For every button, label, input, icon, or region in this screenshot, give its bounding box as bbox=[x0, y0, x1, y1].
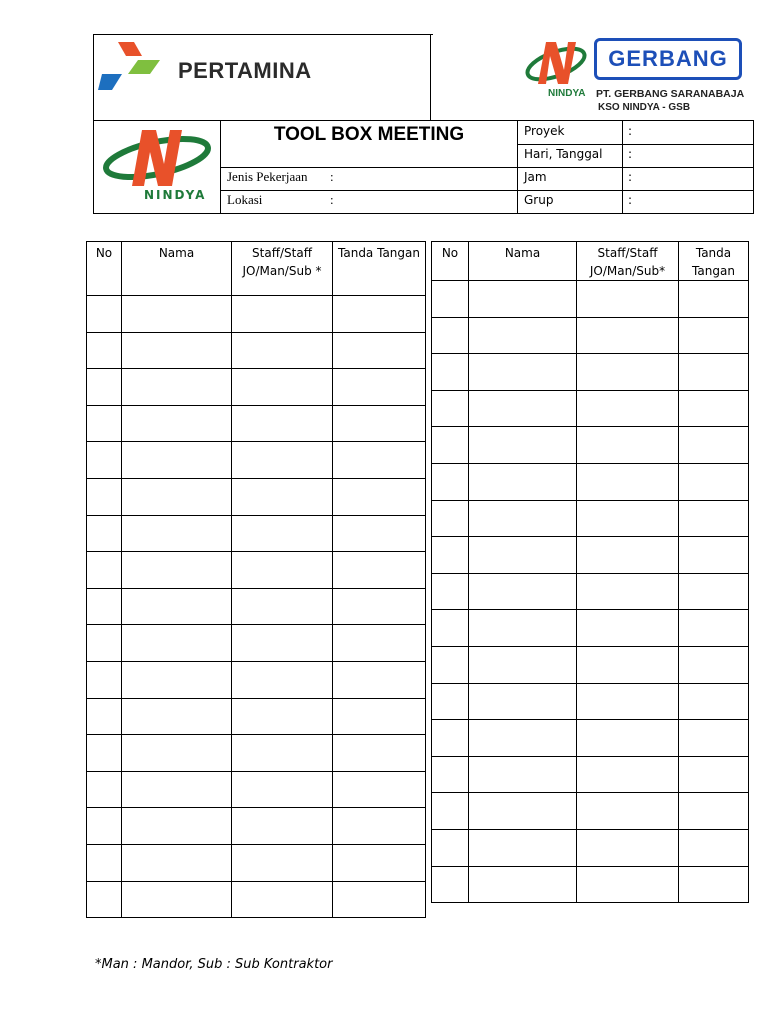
cell-tanda-tangan[interactable] bbox=[679, 793, 749, 830]
gerbang-logo bbox=[522, 34, 752, 118]
cell-nama[interactable] bbox=[469, 390, 577, 427]
table-row bbox=[432, 463, 749, 500]
cell-nama[interactable] bbox=[122, 881, 232, 918]
cell-nama[interactable] bbox=[122, 296, 232, 333]
cell-staff[interactable] bbox=[577, 866, 679, 903]
table-row bbox=[87, 661, 426, 698]
cell-staff[interactable] bbox=[577, 281, 679, 318]
cell-nama[interactable] bbox=[122, 332, 232, 369]
cell-staff[interactable] bbox=[577, 829, 679, 866]
table-header-row bbox=[432, 242, 749, 281]
cell-tanda-tangan[interactable] bbox=[333, 881, 426, 918]
cell-tanda-tangan[interactable] bbox=[679, 537, 749, 574]
cell-nama[interactable] bbox=[469, 683, 577, 720]
table-row bbox=[432, 866, 749, 903]
cell-nama[interactable] bbox=[122, 478, 232, 515]
cell-staff[interactable] bbox=[232, 625, 333, 662]
cell-tanda-tangan[interactable] bbox=[333, 478, 426, 515]
gerbang-logo-text: GERBANG bbox=[594, 38, 742, 80]
cell-staff[interactable] bbox=[577, 390, 679, 427]
table-row bbox=[432, 646, 749, 683]
cell-nama[interactable] bbox=[469, 793, 577, 830]
table-row bbox=[87, 515, 426, 552]
table-row bbox=[432, 537, 749, 574]
cell-staff[interactable] bbox=[232, 844, 333, 881]
table-row bbox=[87, 442, 426, 479]
cell-staff[interactable] bbox=[232, 296, 333, 333]
cell-tanda-tangan[interactable] bbox=[333, 844, 426, 881]
cell-tanda-tangan[interactable] bbox=[333, 442, 426, 479]
cell-nama[interactable] bbox=[122, 552, 232, 589]
pertamina-logo bbox=[98, 38, 333, 98]
cell-tanda-tangan[interactable] bbox=[333, 369, 426, 406]
nindya-logo-icon bbox=[102, 124, 212, 188]
cell-tanda-tangan[interactable] bbox=[333, 698, 426, 735]
cell-tanda-tangan[interactable] bbox=[333, 515, 426, 552]
table-row bbox=[432, 354, 749, 391]
info-value-jam[interactable]: : bbox=[628, 170, 633, 184]
cell-staff[interactable] bbox=[232, 881, 333, 918]
cell-nama[interactable] bbox=[469, 756, 577, 793]
nindya-logo-text: NINDYA bbox=[144, 188, 207, 202]
jenis-pekerjaan-label: Jenis Pekerjaan bbox=[227, 169, 308, 184]
footnote: *Man : Mandor, Sub : Sub Kontraktor bbox=[95, 957, 333, 972]
table-row bbox=[87, 808, 426, 845]
cell-nama[interactable] bbox=[469, 646, 577, 683]
cell-no[interactable] bbox=[432, 610, 469, 647]
table-row bbox=[87, 405, 426, 442]
cell-nama[interactable] bbox=[122, 771, 232, 808]
cell-tanda-tangan[interactable] bbox=[679, 573, 749, 610]
cell-no[interactable] bbox=[87, 808, 122, 845]
cell-no[interactable] bbox=[87, 515, 122, 552]
gerbang-company-name: PT. GERBANG SARANABAJA bbox=[596, 88, 745, 100]
header-nama: Nama bbox=[122, 242, 232, 296]
cell-tanda-tangan[interactable] bbox=[333, 771, 426, 808]
cell-nama[interactable] bbox=[469, 610, 577, 647]
table-row bbox=[432, 390, 749, 427]
cell-staff[interactable] bbox=[577, 573, 679, 610]
table-row bbox=[87, 552, 426, 589]
cell-staff[interactable] bbox=[577, 646, 679, 683]
table-row bbox=[432, 793, 749, 830]
cell-staff[interactable] bbox=[577, 427, 679, 464]
cell-tanda-tangan[interactable] bbox=[679, 281, 749, 318]
cell-no[interactable] bbox=[432, 317, 469, 354]
table-row bbox=[87, 698, 426, 735]
cell-no[interactable] bbox=[432, 793, 469, 830]
cell-no[interactable] bbox=[87, 442, 122, 479]
cell-staff[interactable] bbox=[232, 771, 333, 808]
table-row bbox=[87, 332, 426, 369]
cell-staff[interactable] bbox=[577, 756, 679, 793]
header-tanda-tangan: Tanda Tangan bbox=[333, 242, 426, 296]
cell-staff[interactable] bbox=[232, 808, 333, 845]
cell-nama[interactable] bbox=[122, 515, 232, 552]
gerbang-nindya-label: NINDYA bbox=[548, 88, 586, 99]
cell-tanda-tangan[interactable] bbox=[333, 405, 426, 442]
cell-no[interactable] bbox=[87, 661, 122, 698]
header-staff: Staff/Staff JO/Man/Sub* bbox=[577, 242, 679, 281]
cell-no[interactable] bbox=[432, 756, 469, 793]
cell-nama[interactable] bbox=[122, 698, 232, 735]
table-row bbox=[432, 720, 749, 757]
cell-staff[interactable] bbox=[232, 332, 333, 369]
cell-nama[interactable] bbox=[122, 808, 232, 845]
cell-no[interactable] bbox=[87, 478, 122, 515]
cell-no[interactable] bbox=[432, 573, 469, 610]
kso-label: KSO NINDYA - GSB bbox=[598, 102, 691, 113]
table-row bbox=[87, 296, 426, 333]
nindya-logo bbox=[100, 124, 215, 210]
attendance-table-right-body bbox=[432, 281, 749, 903]
table-row bbox=[432, 829, 749, 866]
cell-no[interactable] bbox=[432, 354, 469, 391]
cell-nama[interactable] bbox=[469, 573, 577, 610]
cell-nama[interactable] bbox=[469, 463, 577, 500]
table-row bbox=[432, 317, 749, 354]
lokasi-colon: : bbox=[330, 192, 334, 207]
info-label-hari-tanggal: Hari, Tanggal bbox=[524, 147, 603, 161]
cell-tanda-tangan[interactable] bbox=[333, 661, 426, 698]
cell-staff[interactable] bbox=[577, 354, 679, 391]
table-row bbox=[432, 427, 749, 464]
cell-tanda-tangan[interactable] bbox=[679, 500, 749, 537]
cell-no[interactable] bbox=[432, 281, 469, 318]
cell-staff[interactable] bbox=[232, 369, 333, 406]
cell-tanda-tangan[interactable] bbox=[333, 625, 426, 662]
info-value-grup[interactable]: : bbox=[628, 193, 633, 207]
cell-staff[interactable] bbox=[577, 317, 679, 354]
cell-no[interactable] bbox=[87, 588, 122, 625]
cell-tanda-tangan[interactable] bbox=[679, 610, 749, 647]
info-label-jam: Jam bbox=[524, 170, 547, 184]
cell-tanda-tangan[interactable] bbox=[679, 390, 749, 427]
cell-no[interactable] bbox=[87, 844, 122, 881]
cell-staff[interactable] bbox=[232, 478, 333, 515]
cell-tanda-tangan[interactable] bbox=[333, 552, 426, 589]
cell-no[interactable] bbox=[432, 390, 469, 427]
jenis-pekerjaan-colon: : bbox=[330, 169, 334, 184]
table-row bbox=[87, 478, 426, 515]
header-no: No bbox=[87, 242, 122, 296]
cell-no[interactable] bbox=[87, 332, 122, 369]
cell-tanda-tangan[interactable] bbox=[679, 683, 749, 720]
cell-tanda-tangan[interactable] bbox=[333, 296, 426, 333]
pertamina-logo-text: PERTAMINA bbox=[178, 58, 312, 83]
cell-staff[interactable] bbox=[577, 500, 679, 537]
cell-nama[interactable] bbox=[122, 442, 232, 479]
cell-no[interactable] bbox=[87, 405, 122, 442]
cell-tanda-tangan[interactable] bbox=[679, 317, 749, 354]
table-row bbox=[432, 500, 749, 537]
lokasi-label: Lokasi bbox=[227, 192, 263, 207]
cell-tanda-tangan[interactable] bbox=[333, 808, 426, 845]
cell-staff[interactable] bbox=[577, 683, 679, 720]
cell-no[interactable] bbox=[87, 625, 122, 662]
table-row bbox=[87, 369, 426, 406]
table-header-row bbox=[87, 242, 426, 296]
cell-no[interactable] bbox=[87, 296, 122, 333]
table-row bbox=[432, 683, 749, 720]
cell-tanda-tangan[interactable] bbox=[679, 646, 749, 683]
cell-nama[interactable] bbox=[122, 844, 232, 881]
cell-nama[interactable] bbox=[469, 720, 577, 757]
cell-tanda-tangan[interactable] bbox=[679, 427, 749, 464]
cell-no[interactable] bbox=[432, 427, 469, 464]
cell-nama[interactable] bbox=[469, 354, 577, 391]
cell-no[interactable] bbox=[87, 735, 122, 772]
cell-no[interactable] bbox=[87, 771, 122, 808]
cell-staff[interactable] bbox=[577, 793, 679, 830]
cell-nama[interactable] bbox=[469, 829, 577, 866]
cell-no[interactable] bbox=[87, 369, 122, 406]
attendance-table-left bbox=[86, 241, 426, 918]
table-row bbox=[87, 844, 426, 881]
cell-tanda-tangan[interactable] bbox=[679, 829, 749, 866]
table-row bbox=[432, 756, 749, 793]
cell-staff[interactable] bbox=[232, 735, 333, 772]
table-row bbox=[87, 735, 426, 772]
cell-staff[interactable] bbox=[232, 588, 333, 625]
cell-nama[interactable] bbox=[122, 625, 232, 662]
cell-no[interactable] bbox=[87, 881, 122, 918]
cell-tanda-tangan[interactable] bbox=[679, 720, 749, 757]
cell-nama[interactable] bbox=[122, 661, 232, 698]
cell-no[interactable] bbox=[432, 500, 469, 537]
cell-no[interactable] bbox=[432, 537, 469, 574]
attendance-table-right bbox=[431, 241, 749, 903]
cell-nama[interactable] bbox=[469, 866, 577, 903]
cell-tanda-tangan[interactable] bbox=[679, 354, 749, 391]
cell-staff[interactable] bbox=[232, 442, 333, 479]
cell-no[interactable] bbox=[87, 698, 122, 735]
cell-nama[interactable] bbox=[469, 427, 577, 464]
page-title: TOOL BOX MEETING bbox=[273, 124, 465, 145]
cell-tanda-tangan[interactable] bbox=[679, 756, 749, 793]
table-row bbox=[432, 281, 749, 318]
cell-nama[interactable] bbox=[122, 735, 232, 772]
info-label-proyek: Proyek bbox=[524, 124, 565, 138]
table-row bbox=[87, 625, 426, 662]
cell-no[interactable] bbox=[87, 552, 122, 589]
cell-no[interactable] bbox=[432, 683, 469, 720]
cell-no[interactable] bbox=[432, 646, 469, 683]
cell-nama[interactable] bbox=[122, 588, 232, 625]
cell-tanda-tangan[interactable] bbox=[333, 332, 426, 369]
info-label-grup: Grup bbox=[524, 193, 554, 207]
cell-no[interactable] bbox=[432, 720, 469, 757]
cell-no[interactable] bbox=[432, 866, 469, 903]
info-value-hari-tanggal[interactable]: : bbox=[628, 147, 633, 161]
header-nama: Nama bbox=[469, 242, 577, 281]
attendance-table-left-body bbox=[87, 296, 426, 918]
cell-tanda-tangan[interactable] bbox=[679, 463, 749, 500]
cell-nama[interactable] bbox=[469, 281, 577, 318]
cell-staff[interactable] bbox=[577, 463, 679, 500]
cell-nama[interactable] bbox=[469, 537, 577, 574]
cell-staff[interactable] bbox=[232, 405, 333, 442]
table-row bbox=[87, 588, 426, 625]
cell-no[interactable] bbox=[432, 829, 469, 866]
table-row bbox=[87, 771, 426, 808]
cell-staff[interactable] bbox=[232, 698, 333, 735]
cell-no[interactable] bbox=[432, 463, 469, 500]
header-tanda-tangan: Tanda Tangan bbox=[679, 242, 749, 281]
cell-tanda-tangan[interactable] bbox=[333, 735, 426, 772]
cell-staff[interactable] bbox=[577, 537, 679, 574]
header-staff: Staff/Staff JO/Man/Sub * bbox=[232, 242, 333, 296]
nindya-small-logo-icon bbox=[524, 34, 588, 90]
cell-staff[interactable] bbox=[577, 610, 679, 647]
cell-tanda-tangan[interactable] bbox=[679, 866, 749, 903]
table-row bbox=[432, 610, 749, 647]
info-value-proyek[interactable]: : bbox=[628, 124, 633, 138]
cell-staff[interactable] bbox=[577, 720, 679, 757]
cell-tanda-tangan[interactable] bbox=[333, 588, 426, 625]
pertamina-logo-icon bbox=[98, 38, 170, 94]
cell-staff[interactable] bbox=[232, 552, 333, 589]
cell-nama[interactable] bbox=[122, 405, 232, 442]
cell-nama[interactable] bbox=[469, 500, 577, 537]
cell-nama[interactable] bbox=[469, 317, 577, 354]
table-row bbox=[432, 573, 749, 610]
cell-staff[interactable] bbox=[232, 515, 333, 552]
cell-staff[interactable] bbox=[232, 661, 333, 698]
cell-nama[interactable] bbox=[122, 369, 232, 406]
header-no: No bbox=[432, 242, 469, 281]
table-row bbox=[87, 881, 426, 918]
